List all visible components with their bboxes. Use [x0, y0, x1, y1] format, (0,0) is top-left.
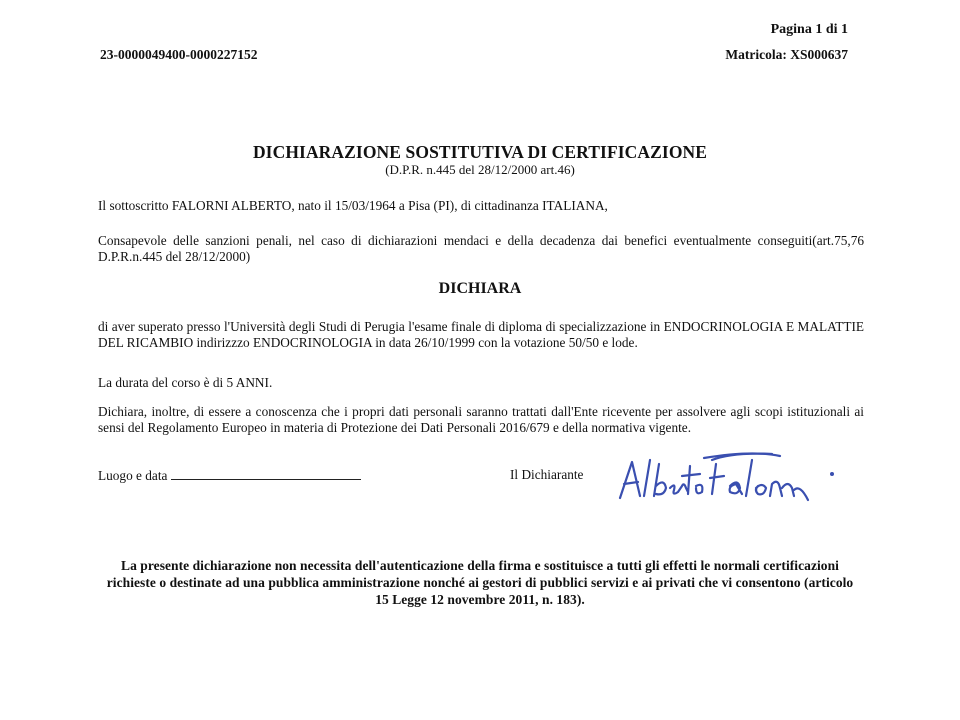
- legal-footer-note: La presente dichiarazione non necessita dell'autenticazione della firma e sostituisce a tutti gli effetti le normali certificazioni richieste o destinate ad una pubblica amministrazione nonché ai gestori di pubblici servizi e ai privati che vi consentono (articolo 15 Legge 12 novembre 2011, n. 183).: [106, 558, 854, 607]
- duration-paragraph: La durata del corso è di 5 ANNI.: [98, 375, 273, 390]
- declaration-paragraph: di aver superato presso l'Università degli Studi di Perugia l'esame finale di diploma di specializzazione in ENDOCRINOLOGIA E MALATTIE DEL RICAMBIO indirizzzo ENDOCRINOLOGIA in data 26/10/1999 con la votazione 50/50 e lode.: [98, 319, 864, 350]
- handwritten-signature: [612, 446, 842, 516]
- document-subtitle: (D.P.R. n.445 del 28/12/2000 art.46): [385, 162, 575, 177]
- document-title: DICHIARAZIONE SOSTITUTIVA DI CERTIFICAZIONE: [252, 142, 708, 162]
- document-id: 23-0000049400-0000227152: [100, 47, 258, 62]
- signature-icon: [612, 446, 842, 516]
- place-date-label: Luogo e data: [98, 468, 168, 483]
- declares-heading: DICHIARA: [438, 280, 522, 297]
- awareness-paragraph: Consapevole delle sanzioni penali, nel caso di dichiarazioni mendaci e della decadenza dai benefici eventualmente conseguiti(art.75,76 D.P.R.n.445 del 28/12/2000): [98, 233, 864, 264]
- page-number: Pagina 1 di 1: [770, 22, 848, 37]
- place-date-field: [98, 467, 361, 484]
- privacy-paragraph: Dichiara, inoltre, di essere a conoscenza che i propri dati personali saranno trattati dall'Ente ricevente per assolvere agli scopi istituzionali ai sensi del Regolamento Europeo in materia di Protezione dei Dati Personali 2016/679 e della normativa vigente.: [98, 404, 864, 435]
- place-date-blank-line: [171, 467, 361, 480]
- matricola-number: Matricola: XS000637: [725, 47, 848, 62]
- declarant-label: Il Dichiarante: [510, 467, 584, 482]
- subscriber-paragraph: Il sottoscritto FALORNI ALBERTO, nato il 15/03/1964 a Pisa (PI), di cittadinanza ITALIANA,: [98, 198, 608, 213]
